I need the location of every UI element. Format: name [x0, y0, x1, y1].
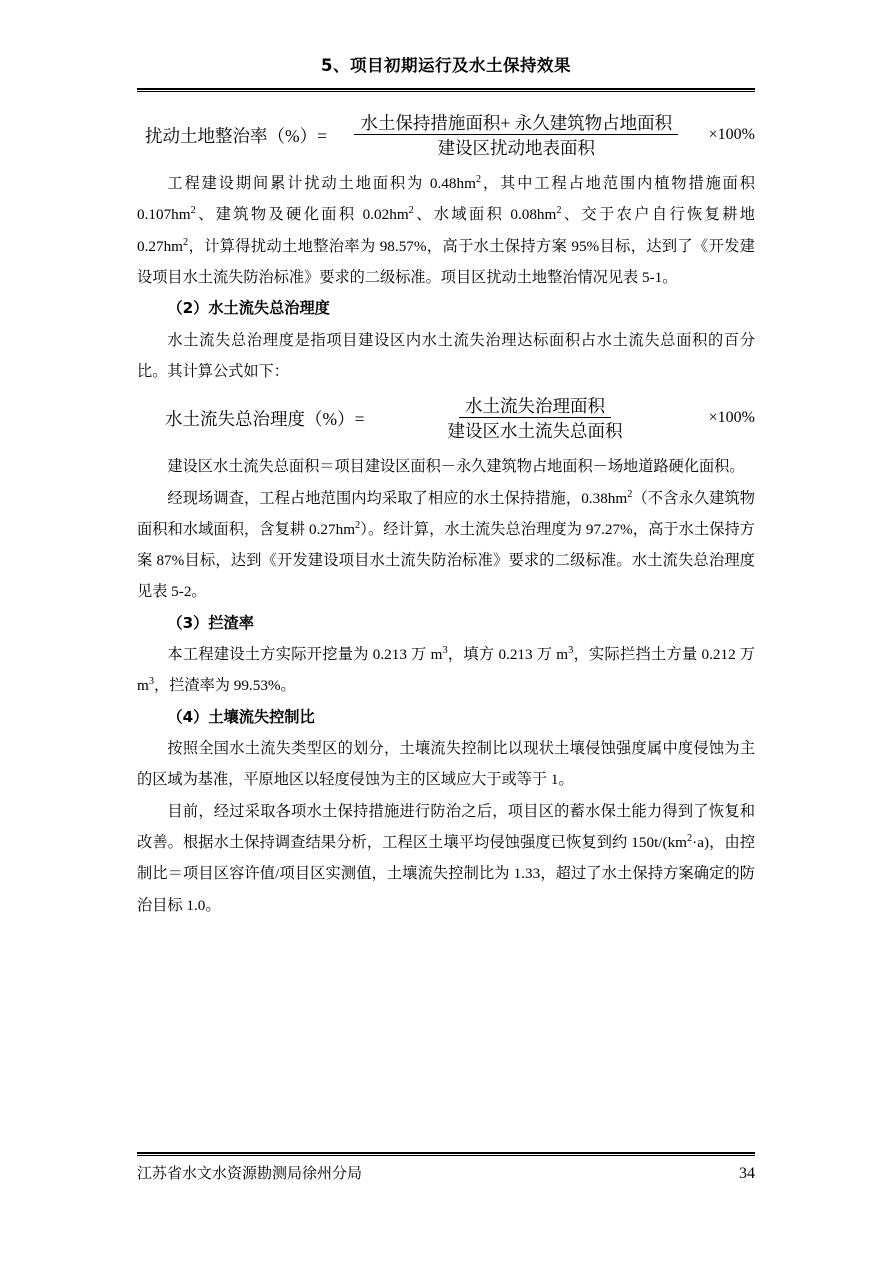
p1-sup5: 2 — [183, 236, 189, 248]
formula-1-fraction — [329, 110, 704, 160]
p1-sup2: 2 — [190, 205, 196, 217]
p4-seg3: ）。经计算，水土流失总治理度为 97.27%，高于水土保持方案 87%目标，达到《开发建设项目水土流失防治标准》要求的二级标准。水土流失总治理度见表 5-2。 — [137, 520, 755, 601]
formula-2-fraction — [366, 393, 703, 443]
p1-seg5: 、交于农户自行恢复耕地 0.27hm — [137, 206, 755, 255]
formula-2-numerator: 水土流失治理面积 — [459, 396, 611, 418]
p7-seg1: 目前，经过采取各项水土保持措施进行防治之后，项目区的蓄水保土能力得到了恢复和改善。根据水土保持调查结果分析，工程区土壤平均侵蚀强度已恢复到约 150t/(km — [137, 802, 755, 851]
paragraph-total-area-formula: 建设区水土流失总面积＝项目建设区面积－永久建筑物占地面积－场地道路硬化面积。 — [167, 458, 745, 476]
p7-sup1: 2 — [687, 832, 693, 844]
p4-sup2: 2 — [355, 519, 361, 531]
heading-erosion-control-degree: （2）水土流失总治理度 — [167, 299, 330, 318]
p4-seg1: 经现场调查，工程占地范围内均采取了相应的水土保持措施，0.38hm — [167, 489, 628, 507]
document-body — [137, 104, 755, 921]
p1-seg3: 、建筑物及硬化面积 0.02hm — [195, 206, 409, 224]
formula-erosion-control-rate — [137, 393, 755, 443]
p1-sup4: 2 — [556, 205, 562, 217]
p1-seg6: ，计算得扰动土地整治率为 98.57%，高于水土保持方案 95%目标，达到了《开发建设项目水土流失防治标准》要求的二级标准。项目区扰动土地整治情况见表 5-1。 — [137, 237, 755, 286]
paragraph-erosion-definition: 水土流失总治理度是指项目建设区内水土流失治理达标面积占水土流失总面积的百分比。其计算公式如下： — [137, 331, 755, 380]
formula-1-numerator: 水土保持措施面积+ 永久建筑物占地面积 — [354, 113, 678, 135]
header-title: 5、项目初期运行及水土保持效果 — [321, 56, 571, 75]
p5-seg2: ，填方 0.213 万 m — [447, 646, 569, 664]
formula-1-tail: ×100% — [708, 126, 755, 143]
formula-1-denominator: 建设区扰动地表面积 — [437, 138, 596, 158]
heading-slag-retention-rate: （3）拦渣率 — [167, 613, 254, 632]
header-divider — [137, 88, 755, 92]
p5-sup3: 3 — [148, 676, 154, 688]
p1-sup1: 2 — [475, 173, 482, 185]
running-header — [137, 56, 755, 76]
p5-seg4: ，拦渣率为 99.53%。 — [154, 677, 296, 695]
p1-seg4: 、水域面积 0.08hm — [413, 206, 557, 224]
p1-seg1: 工程建设期间累计扰动土地面积为 0.48hm — [167, 175, 476, 192]
p4-seg2: （不含永久建筑物面积和水域面积，含复耕 0.27hm — [137, 489, 755, 538]
p5-seg1: 本工程建设土方实际开挖量为 0.213 万 m — [167, 646, 443, 664]
formula-disturbed-land-rate — [137, 110, 755, 160]
p4-sup1: 2 — [627, 488, 633, 500]
footer-page-number: 34 — [739, 1165, 755, 1182]
formula-2-lhs: 水土流失总治理度（%）= — [165, 408, 365, 429]
p5-sup2: 3 — [568, 645, 574, 656]
paragraph-earthwork — [137, 639, 755, 702]
running-footer — [137, 1162, 755, 1183]
formula-1-lhs: 扰动土地整治率（%）= — [145, 125, 327, 146]
paragraph-site-survey — [137, 483, 755, 608]
p7-seg2: ·a)，由控制比＝项目区容许值/项目区实测值，土壤流失控制比为 1.33，超过了水土保持方案确定的防治目标 1.0。 — [137, 833, 756, 914]
paragraph-control-ratio-basis: 按照全国水土流失类型区的划分，土壤流失控制比以现状土壤侵蚀强度属中度侵蚀为主的区域为基准，平原地区以轻度侵蚀为主的区域应大于或等于 1。 — [137, 740, 755, 789]
footer-divider — [137, 1152, 755, 1156]
page-content — [137, 0, 755, 1262]
formula-2-tail: ×100% — [708, 409, 755, 427]
paragraph-current-status — [137, 796, 755, 921]
heading-soil-loss-control-ratio: （4）土壤流失控制比 — [167, 707, 315, 726]
formula-2-denominator: 建设区水土流失总面积 — [447, 421, 623, 442]
footer-organization: 江苏省水文水资源勘测局徐州分局 — [137, 1164, 363, 1182]
paragraph-disturbed-land — [137, 168, 755, 293]
p1-seg2: ，其中工程占地范围内植物措施面积 0.107hm — [137, 175, 755, 224]
p1-sup3: 2 — [408, 205, 414, 217]
p5-seg3: ，实际拦挡土方量 0.212 万 m — [137, 646, 755, 695]
p5-sup1: 3 — [442, 645, 448, 656]
